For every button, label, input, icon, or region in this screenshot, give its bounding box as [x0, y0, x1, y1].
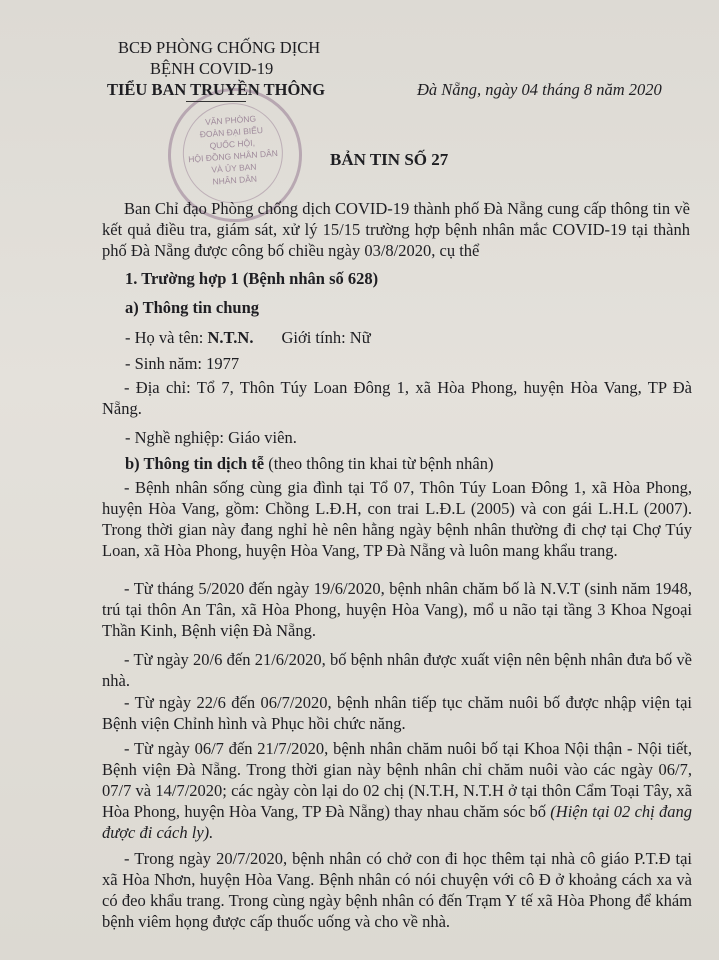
seal-text-1: VĂN PHÒNG — [204, 113, 257, 127]
address: - Địa chỉ: Tổ 7, Thôn Túy Loan Đông 1, xã Hòa Phong, huyện Hòa Vang, TP Đà Nẵng. — [102, 378, 692, 418]
org-line-2: BỆNH COVID-19 — [150, 59, 274, 78]
org-line-1: BCĐ PHÒNG CHỐNG DỊCH — [118, 38, 321, 57]
intro-paragraph: Ban Chỉ đạo Phòng chống dịch COVID-19 thành phố Đà Nẵng cung cấp thông tin về kết quả điều tra, giám sát, xử lý 15/15 trường hợp bệnh nhân mắc COVID-19 tại thành phố Đà Nẵng được công bố chiều ngày 03/8/2020, cụ thể — [102, 199, 690, 260]
org-line-3: TIỂU BAN TRUYỀN THÔNG — [107, 80, 326, 99]
seal-text-3: QUỐC HỘI, — [209, 137, 256, 151]
case-heading: 1. Trường hợp 1 (Bệnh nhân số 628) — [125, 269, 379, 288]
epi-paragraph-3: - Từ ngày 20/6 đến 21/6/2020, bố bệnh nhân được xuất viện nên bệnh nhân đưa bố về nhà. — [102, 650, 692, 690]
general-info-heading: a) Thông tin chung — [125, 298, 260, 317]
name-value: N.T.N. — [207, 328, 254, 347]
epi-paragraph-6: - Trong ngày 20/7/2020, bệnh nhân có chở con đi học thêm tại nhà cô giáo P.T.Đ tại xã Hòa Nhơn, huyện Hòa Vang. Bệnh nhân có nói chuyện với cô Đ ở khoảng cách xa và có đeo khẩu trang. Trong cùng ngày bệnh nhân có đến Trạm Y tế xã Hòa Phong để khám bệnh viêm họng được cấp thuốc uống và cho về nhà. — [102, 849, 692, 931]
epi-paragraph-5-text: - Từ ngày 06/7 đến 21/7/2020, bệnh nhân chăm nuôi bố tại Khoa Nội thận - Nội tiết, Bệnh viện Đà Nẵng. Trong thời gian này bệnh nhân chỉ chăm nuôi vào các ngày 06/7, 07/7 và 14/7/2020; các ngày còn lại do 02 chị (N.T.H, N.T.H ở tại thôn Cẩm Toại Tây, xã Hòa Phong, huyện Hòa Vang, TP Đà Nẵng) thay nhau chăm sóc bố — [102, 739, 692, 821]
epi-heading: b) Thông tin dịch tễ — [125, 454, 265, 473]
occupation: - Nghề nghiệp: Giáo viên. — [125, 428, 297, 447]
seal-text-4: HỘI ĐỒNG NHÂN DÂN — [187, 148, 279, 165]
epi-note: (theo thông tin khai từ bệnh nhân) — [264, 454, 494, 473]
seal-text-5: VÀ ỦY BAN — [211, 161, 257, 175]
header-underline — [186, 101, 246, 102]
epi-paragraph-4: - Từ ngày 22/6 đến 06/7/2020, bệnh nhân tiếp tục chăm nuôi bố được nhập viện tại Bệnh viện Chỉnh hình và Phục hồi chức năng. — [102, 693, 692, 733]
epi-paragraph-1: - Bệnh nhân sống cùng gia đình tại Tổ 07, Thôn Túy Loan Đông 1, xã Hòa Phong, huyện Hòa Vang, gồm: Chồng L.Đ.H, con trai L.Đ.L (2005) và con gái L.H.L (2007). Trong thời gian này đang nghỉ hè nên hằng ngày bệnh nhân thường đi chợ tại Chợ Túy Loan, xã Hòa Phong, huyện Hòa Vang, TP Đà Nẵng và luôn mang khẩu trang. — [102, 478, 692, 560]
place-date: Đà Nẵng, ngày 04 tháng 8 năm 2020 — [417, 80, 662, 99]
name-line — [125, 327, 371, 348]
epi-paragraph-5 — [102, 738, 692, 843]
gender: Giới tính: Nữ — [281, 328, 371, 347]
birth-year: - Sinh năm: 1977 — [125, 354, 240, 373]
epi-paragraph-5-note: (Hiện tại 02 chị đang được đi cách ly). — [102, 802, 692, 842]
epi-heading-line — [125, 453, 493, 474]
bulletin-title: BẢN TIN SỐ 27 — [330, 150, 449, 169]
seal-text-6: NHÂN DÂN — [212, 173, 258, 187]
name-label: - Họ và tên: — [125, 328, 208, 347]
seal-text-2: ĐOÀN ĐẠI BIỂU — [199, 125, 264, 140]
epi-paragraph-2: - Từ tháng 5/2020 đến ngày 19/6/2020, bệnh nhân chăm bố là N.V.T (sinh năm 1948, trú tại thôn An Tân, xã Hòa Phong, huyện Hòa Vang), mổ u não tại tầng 3 Khoa Ngoại Thần Kinh, Bệnh viện Đà Nẵng. — [102, 579, 692, 640]
